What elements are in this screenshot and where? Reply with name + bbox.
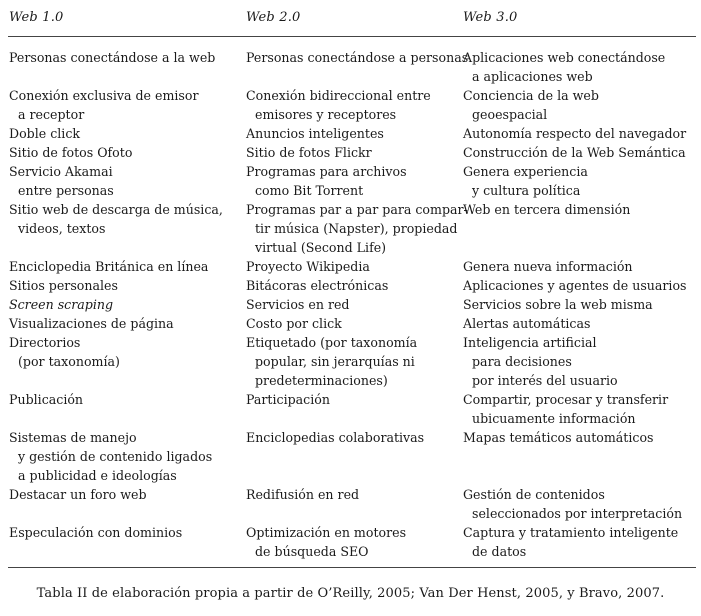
cell-line: Publicación	[9, 392, 84, 407]
cell-line: Servicios sobre la web misma	[463, 297, 653, 312]
cell-web3	[463, 315, 590, 334]
cell-line: Genera nueva información	[463, 259, 633, 274]
cell-web2	[246, 277, 388, 296]
cell-line: Redifusión en red	[246, 487, 360, 502]
cell-web3	[463, 201, 630, 220]
cell-web1	[9, 163, 114, 201]
cell-web3	[463, 277, 687, 296]
cell-line: Sitio de fotos Ofoto	[9, 145, 133, 160]
table-header	[8, 0, 696, 37]
cell-web2	[246, 258, 370, 277]
cell-web1	[9, 334, 120, 372]
cell-line: Bitácoras electrónicas	[246, 278, 389, 293]
cell-web3	[463, 163, 588, 201]
cell-line: Sistemas de manejo	[9, 430, 137, 445]
cell-line: Visualizaciones de página	[9, 316, 174, 331]
cell-web2	[246, 486, 359, 505]
cell-web2	[246, 391, 330, 410]
cell-web1	[9, 277, 118, 296]
cell-line: entre personas	[18, 182, 114, 198]
cell-line: Screen scraping	[9, 297, 114, 312]
cell-web3	[463, 296, 653, 315]
cell-line: por interés del usuario	[472, 372, 618, 388]
cell-web1	[9, 125, 80, 144]
cell-web1	[9, 315, 174, 334]
table-caption: Tabla II de elaboración propia a partir de O’Reilly, 2005; Van Der Henst, 2005, y Bravo, 2007.	[36, 586, 665, 601]
header-web2: Web 2.0	[246, 10, 301, 25]
cell-line: Autonomía respecto del navegador	[463, 126, 687, 141]
cell-line: Destacar un foro web	[9, 487, 147, 502]
cell-web1	[9, 144, 132, 163]
cell-web1	[9, 87, 198, 125]
cell-web1	[9, 258, 208, 277]
cell-line: y gestión de contenido ligados	[18, 448, 213, 464]
cell-line: Mapas temáticos automáticos	[463, 430, 654, 445]
cell-line: videos, textos	[18, 220, 106, 236]
cell-line: Optimización en motores	[246, 525, 407, 540]
cell-web1	[9, 486, 147, 505]
cell-line: Personas conectándose a personas	[246, 50, 469, 65]
cell-line: Proyecto Wikipedia	[246, 259, 370, 274]
cell-line: Sitio de fotos Flickr	[246, 145, 372, 160]
header-web3: Web 3.0	[463, 10, 518, 25]
cell-web2	[246, 315, 342, 334]
cell-web2	[246, 201, 468, 258]
cell-web3	[463, 87, 599, 125]
cell-line: Construcción de la Web Semántica	[463, 145, 686, 160]
cell-line: Anuncios inteligentes	[246, 126, 384, 141]
cell-line: predeterminaciones)	[255, 372, 388, 388]
cell-line: Conciencia de la web	[463, 88, 599, 103]
cell-line: Compartir, procesar y transferir	[463, 392, 669, 407]
cell-line: Gestión de contenidos	[463, 487, 605, 502]
cell-line: Sitio web de descarga de música,	[9, 202, 223, 217]
cell-web2	[246, 334, 417, 391]
cell-line: Especulación con dominios	[9, 525, 183, 540]
cell-web2	[246, 163, 407, 201]
cell-line: a aplicaciones web	[472, 68, 593, 84]
cell-line: como Bit Torrent	[255, 182, 364, 198]
cell-line: Directorios	[9, 335, 81, 350]
cell-web3	[463, 258, 633, 277]
cell-web3	[463, 125, 686, 144]
cell-line: a publicidad e ideologías	[18, 467, 177, 483]
cell-line: de búsqueda SEO	[255, 543, 369, 559]
cell-line: Captura y tratamiento inteligente	[463, 525, 679, 540]
header-web1: Web 1.0	[9, 10, 64, 25]
cell-web1	[9, 201, 223, 239]
cell-line: Conexión exclusiva de emisor	[9, 88, 199, 103]
cell-web3	[463, 391, 668, 429]
cell-line: tir música (Napster), propiedad	[255, 220, 458, 236]
cell-line: Inteligencia artificial	[463, 335, 597, 350]
cell-line: Aplicaciones y agentes de usuarios	[463, 278, 687, 293]
cell-line: emisores y receptores	[255, 106, 397, 122]
cell-line: de datos	[472, 543, 527, 559]
cell-web1	[9, 524, 182, 543]
cell-line: para decisiones	[472, 353, 572, 369]
cell-line: geoespacial	[472, 106, 548, 122]
cell-web1	[9, 49, 215, 68]
cell-web2	[246, 429, 424, 448]
cell-web2	[246, 49, 468, 68]
cell-line: Personas conectándose a la web	[9, 50, 216, 65]
cell-web3	[463, 334, 618, 391]
cell-line: Etiquetado (por taxonomía	[246, 335, 418, 350]
cell-line: Enciclopedia Británica en línea	[9, 259, 209, 274]
cell-line: Servicio Akamai	[9, 164, 113, 179]
cell-line: Programas par a par para compar-	[246, 202, 468, 217]
table-body	[8, 37, 696, 568]
cell-web1	[9, 391, 83, 410]
cell-line: Enciclopedias colaborativas	[246, 430, 425, 445]
cell-web2	[246, 524, 406, 562]
cell-web2	[246, 87, 431, 125]
cell-line: Costo por click	[246, 316, 342, 331]
cell-web1	[9, 429, 212, 486]
cell-line: Aplicaciones web conectándose	[463, 50, 666, 65]
comparison-table	[8, 0, 696, 568]
cell-web3	[463, 486, 682, 524]
cell-line: popular, sin jerarquías ni	[255, 353, 415, 369]
cell-web3	[463, 429, 654, 448]
cell-line: Programas para archivos	[246, 164, 407, 179]
cell-web2	[246, 296, 349, 315]
cell-line: ubicuamente información	[472, 410, 636, 426]
cell-line: Alertas automáticas	[463, 316, 591, 331]
cell-line: Participación	[246, 392, 330, 407]
cell-line: Web en tercera dimensión	[463, 202, 631, 217]
cell-line: Sitios personales	[9, 278, 118, 293]
cell-web2	[246, 125, 384, 144]
cell-line: Conexión bidireccional entre	[246, 88, 431, 103]
cell-line: seleccionados por interpretación	[472, 505, 683, 521]
cell-web2	[246, 144, 372, 163]
cell-line: virtual (Second Life)	[255, 239, 387, 255]
cell-line: a receptor	[18, 106, 85, 122]
cell-line: (por taxonomía)	[18, 353, 120, 369]
cell-web3	[463, 144, 686, 163]
cell-line: Doble click	[9, 126, 81, 141]
cell-web3	[463, 49, 665, 87]
cell-line: Servicios en red	[246, 297, 350, 312]
cell-web1	[9, 296, 113, 315]
cell-web3	[463, 524, 678, 562]
cell-line: Genera experiencia	[463, 164, 588, 179]
cell-line: y cultura política	[472, 182, 581, 198]
